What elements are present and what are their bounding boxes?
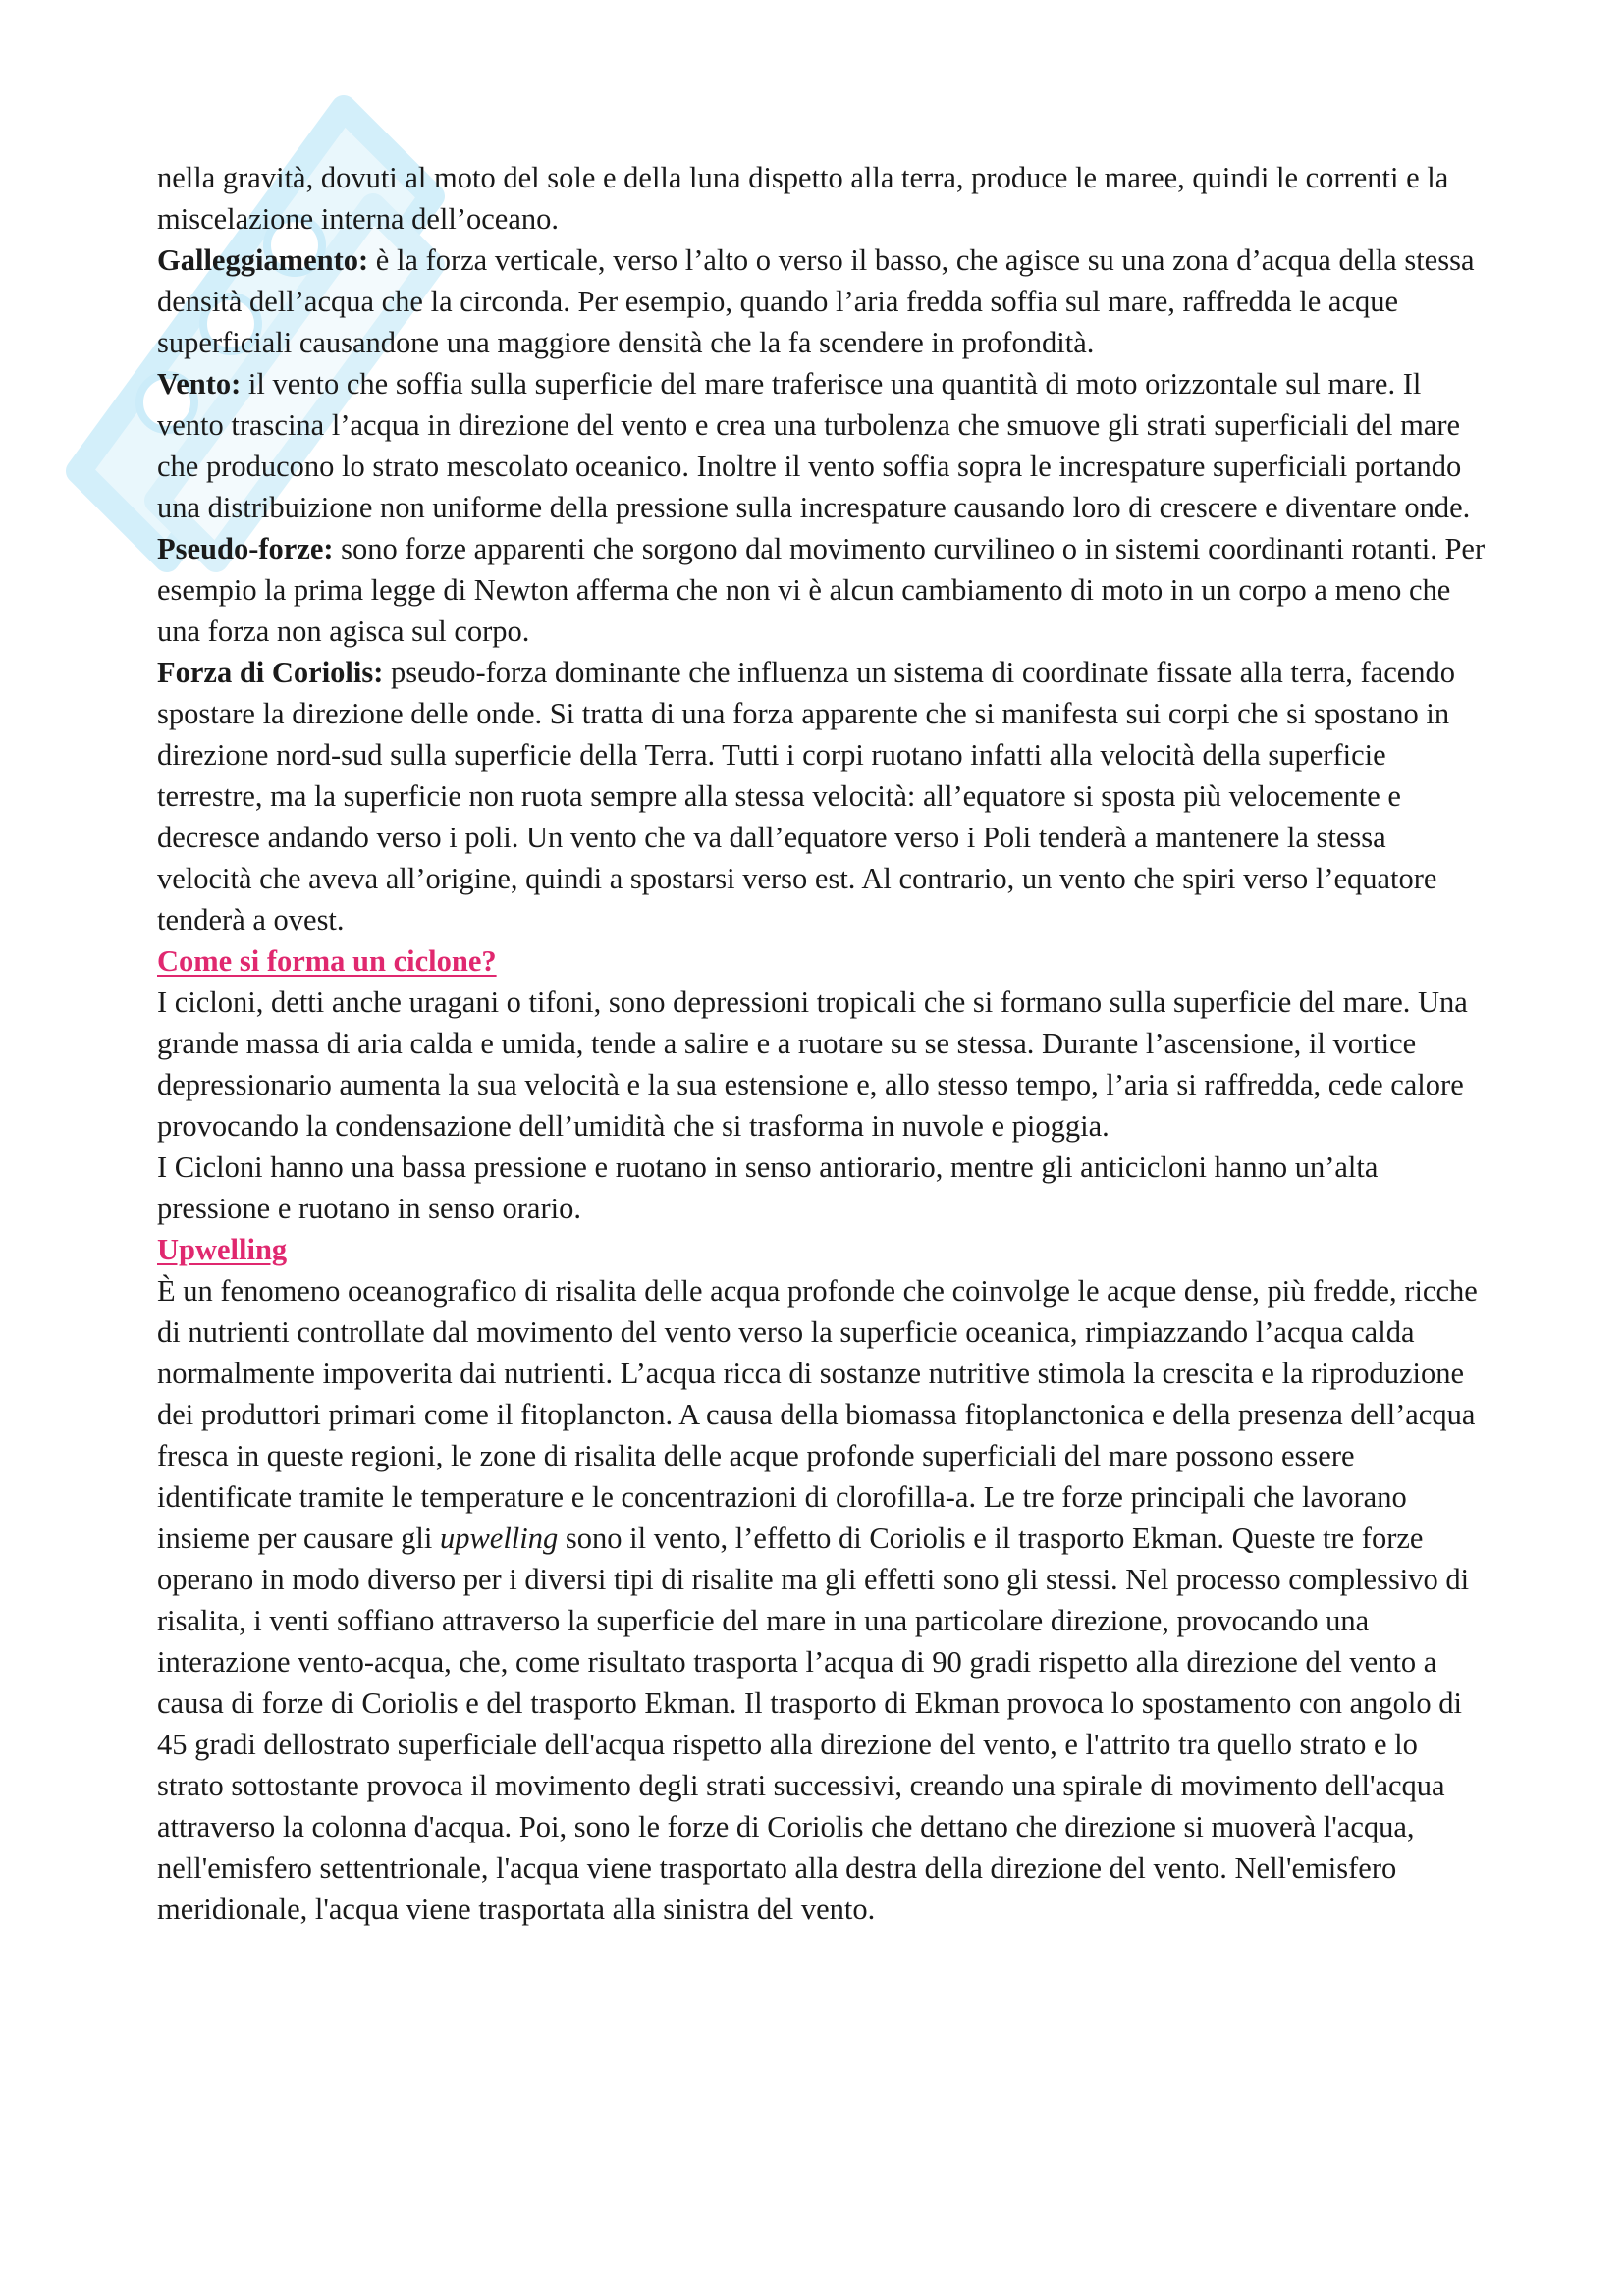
upwelling-italic-term: upwelling [439,1522,559,1555]
upwelling-paragraph [157,1270,1488,1930]
upwelling-text-after: sono il vento, l’effetto di Coriolis e il trasporto Ekman. Queste tre forze operano in modo diverso per i diversi tipi di risalite ma gli effetti sono gli stessi. Nel processo complessivo di risalita, i venti soffiano attraverso la superficie del mare in una particolare direzione, provocando una interazione vento-acqua, che, come risultato trasporta l’acqua di 90 gradi rispetto alla direzione del vento a causa di forze di Coriolis e del trasporto Ekman. Il trasporto di Ekman provoca lo spostamento con angolo di 45 gradi dellostrato superficiale dell'acqua rispetto alla direzione del vento, e l'attrito tra quello strato e lo strato sottostante provoca il movimento degli strati successivi, creando una spirale di movimento dell'acqua attraverso la colonna d'acqua. Poi, sono le forze di Coriolis che dettano che direzione si muoverà l'acqua, nell'emisfero settentrionale, l'acqua viene trasportato alla destra della direzione del vento. Nell'emisfero meridionale, l'acqua viene trasportata alla sinistra del vento. [157,1522,1470,1926]
force-galleggiamento [157,240,1488,363]
ciclone-paragraph: I cicloni, detti anche uragani o tifoni, sono depressioni tropicali che si formano sulla superficie del mare. Una grande massa di aria calda e umida, tende a salire e a ruotare su se stessa. Durante l’ascensione, il vortice depressionario aumenta la sua velocità e la sua estensione e, allo stesso tempo, l’aria si raffredda, cede calore provocando la condensazione dell’umidità che si trasforma in nuvole e pioggia. [157,986,1468,1143]
force-term: Forza di Coriolis: [157,656,384,689]
force-pseudo-forze [157,528,1488,652]
force-text: è la forza verticale, verso l’alto o verso il basso, che agisce su una zona d’acqua della stessa densità dell’acqua che la circonda. Per esempio, quando l’aria fredda soffia sul mare, raffredda le acque superficiali causandone una maggiore densità che la fa scendere in profondità. [157,243,1475,359]
section-title-ciclone: Come si forma un ciclone? [157,944,497,978]
force-term: Vento: [157,367,242,400]
force-text: pseudo-forza dominante che influenza un sistema di coordinate fissate alla terra, facendo spostare la direzione delle onde. Si tratta di una forza apparente che si manifesta sui corpi che si spostano in direzione nord-sud sulla superficie della Terra. Tutti i corpi ruotano infatti alla velocità della superficie terrestre, ma la superficie non ruota sempre alla stessa velocità: all’equatore si sposta più velocemente e decresce andando verso i poli. Un vento che va dall’equatore verso i Poli tenderà a mantenere la stessa velocità che aveva all’origine, quindi a spostarsi verso est. Al contrario, un vento che spiri verso l’equatore tenderà a ovest. [157,656,1456,936]
force-text: il vento che soffia sulla superficie del mare traferisce una quantità di moto orizzontale sul mare. Il vento trascina l’acqua in direzione del vento e crea una turbolenza che smuove gli strati superficiali del mare che producono lo strato mescolato oceanico. Inoltre il vento soffia sopra le increspature superficiali portando una distribuizione non uniforme della pressione sulla increspature causando loro di crescere e diventare onde. [157,367,1471,524]
force-text: sono forze apparenti che sorgono dal movimento curvilineo o in sistemi coordinanti rotanti. Per esempio la prima legge di Newton afferma che non vi è alcun cambiamento di moto in un corpo a meno che una forza non agisca sul corpo. [157,532,1486,648]
force-term: Galleggiamento: [157,243,369,277]
upwelling-text-before: È un fenomeno oceanografico di risalita delle acqua profonde che coinvolge le acque dense, più fredde, ricche di nutrienti controllate dal movimento del vento verso la superficie oceanica, rimpiazzando l’acqua calda normalmente impoverita dai nutrienti. L’acqua ricca di sostanze nutritive stimola la crescita e la riproduzione dei produttori primari come il fitoplancton. A causa della biomassa fitoplanctonica e della presenza dell’acqua fresca in queste regioni, le zone di risalita delle acque profonde superficiali del mare possono essere identificate tramite le temperature e le concentrazioni di clorofilla-a. Le tre forze principali che lavorano insieme per causare gli [157,1274,1478,1555]
force-term: Pseudo-forze: [157,532,334,565]
section-title-upwelling: Upwelling [157,1233,288,1266]
ciclone-paragraph: I Cicloni hanno una bassa pressione e ruotano in senso antiorario, mentre gli anticicloni hanno un’alta pressione e ruotano in senso orario. [157,1150,1379,1225]
force-coriolis [157,652,1488,940]
document-page [157,157,1488,1930]
intro-paragraph: nella gravità, dovuti al moto del sole e della luna dispetto alla terra, produce le maree, quindi le correnti e la miscelazione interna dell’oceano. [157,161,1449,236]
force-vento [157,363,1488,528]
